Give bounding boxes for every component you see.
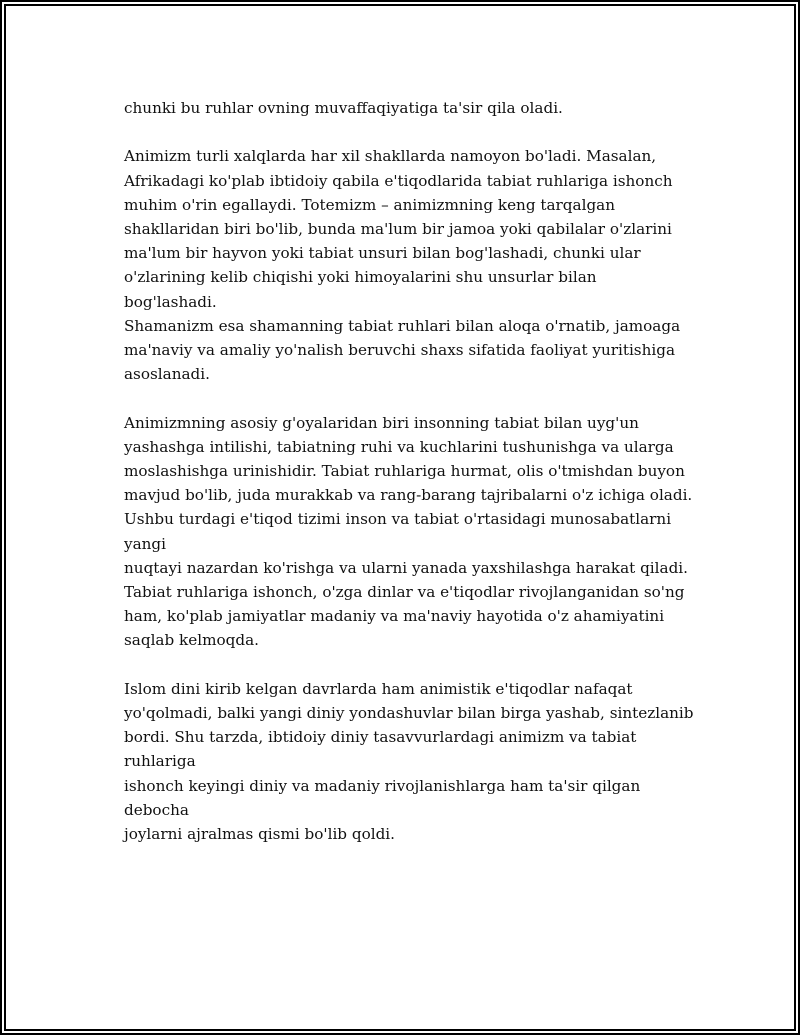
paragraph-1: chunki bu ruhlar ovning muvaffaqiyatiga ta'sir qila oladi.	[124, 99, 563, 117]
paragraph-3: Animizmning asosiy g'oyalaridan biri insonning tabiat bilan uyg'un yashashga intilishi, tabiatning ruhi va kuchlarini tushunishga va ularga moslashishga urinishidir. Tabiat ruhlariga hurmat, olis o'tmishdan buyon mavjud bo'lib, juda murakkab va rang-barang tajribalarni o'z ichiga oladi. Ushbu turdagi e'tiqod tizimi inson va tabiat o'rtasidagi munosabatlarni yangi nuqtayi nazardan ko'rishga va ularni yanada yaxshilashga harakat qiladi. Tabiat ruhlariga ishonch, o'zga dinlar va e'tiqodlar rivojlanganidan so'ng ham, ko'plab jamiyatlar madaniy va ma'naviy hayotida o'z ahamiyatini saqlab kelmoqda.	[124, 413, 693, 650]
paragraph-4: Islom dini kirib kelgan davrlarda ham animistik e'tiqodlar nafaqat yo'qolmadi, balki yangi diniy yondashuvlar bilan birga yashab, sintezlanib bordi. Shu tarzda, ibtidoiy diniy tasavvurlardagi animizm va tabiat ruhlariga ishonch keyingi diniy va madaniy rivojlanishlarga ham ta'sir qilgan debocha joylarni ajralmas qismi bo'lib qoldi.	[124, 679, 694, 844]
paragraph-2: Animizm turli xalqlarda har xil shakllarda namoyon bo'ladi. Masalan, Afrikadagi ko'plab ibtidoiy qabila e'tiqodlarida tabiat ruhlariga ishonch muhim o'rin egallaydi. Totemizm – animizmning keng tarqalgan shakllaridan biri bo'lib, bunda ma'lum bir jamoa yoki qabilalar o'zlarini ma'lum bir hayvon yoki tabiat unsuri bilan bog'lashadi, chunki ular o'zlarining kelib chiqishi yoki himoyalarini shu unsurlar bilan bog'lashadi. Shamanizm esa shamanning tabiat ruhlari bilan aloqa o'rnatib, jamoaga ma'naviy va amaliy yo'nalish beruvchi shaxs sifatida faoliyat yuritishiga asoslanadi.	[124, 147, 681, 384]
document-body	[124, 96, 694, 870]
